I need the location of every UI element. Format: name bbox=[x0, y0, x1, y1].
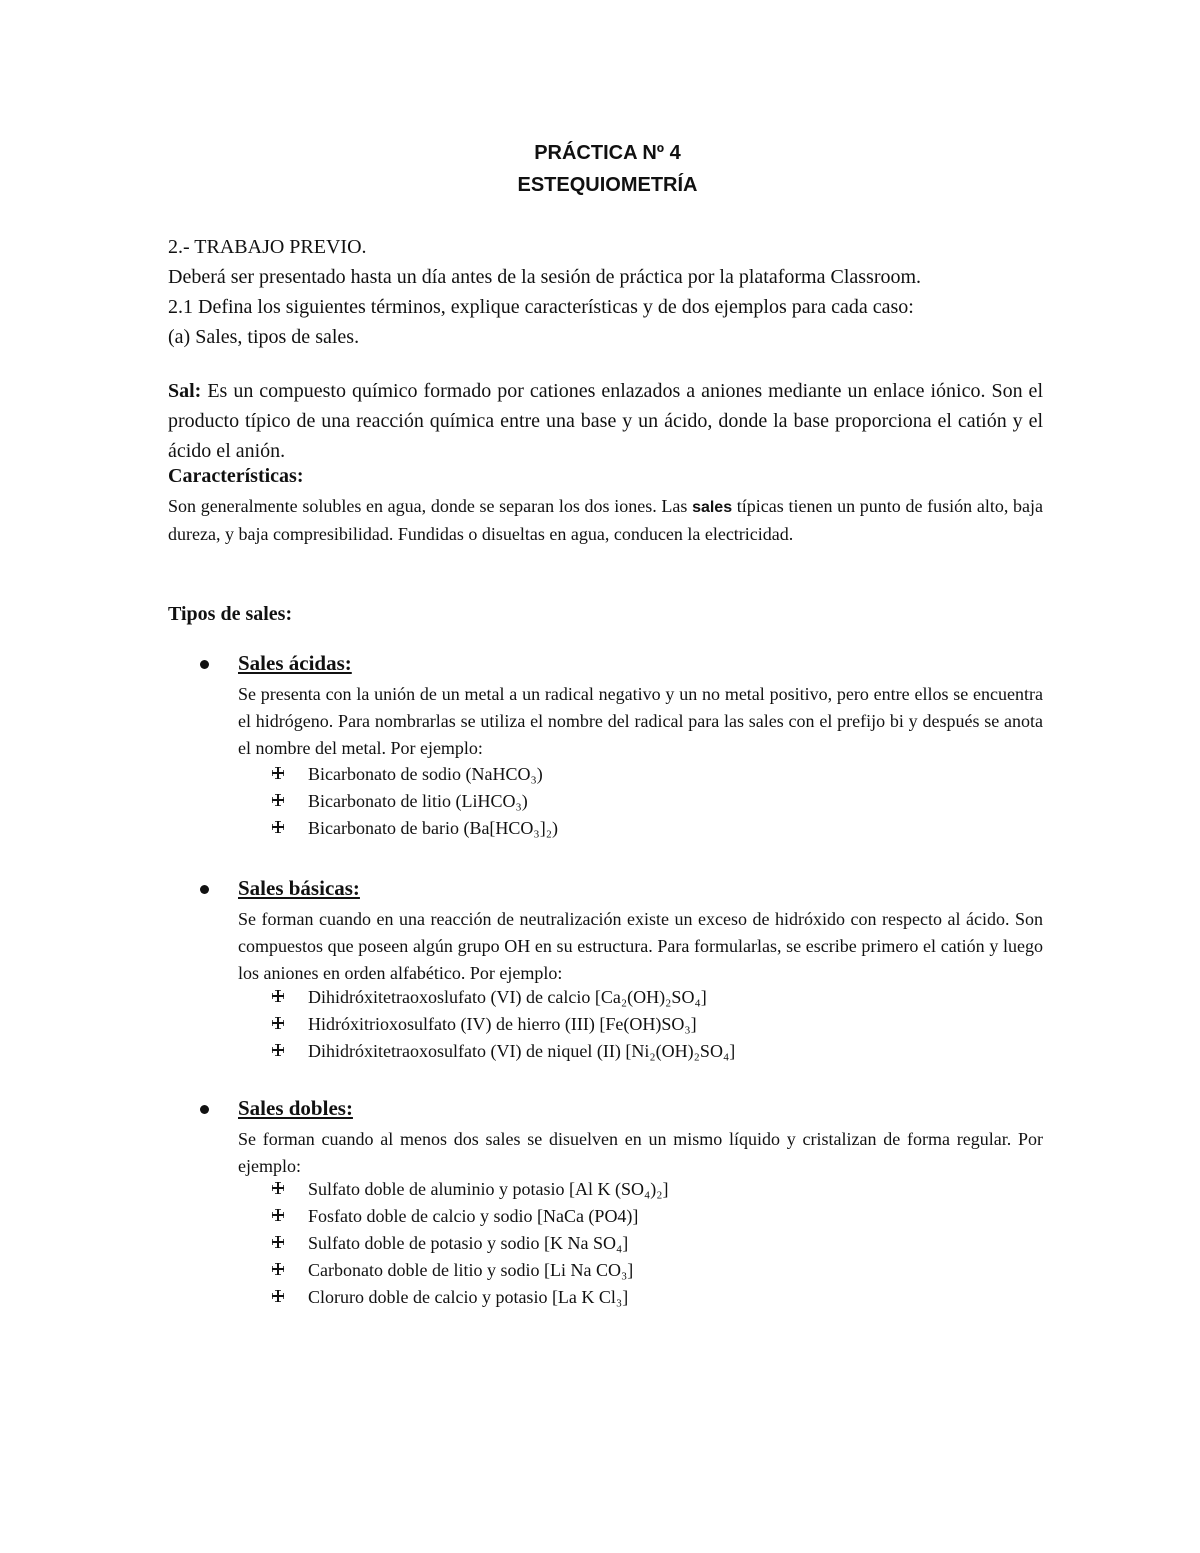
example-text: Fosfato doble de calcio y sodio [NaCa (PO4)] bbox=[308, 1206, 639, 1226]
example-text: Bicarbonato de litio (LiHCO₃) bbox=[308, 791, 528, 811]
cross-bullet-icon bbox=[272, 1284, 284, 1312]
document-title: PRÁCTICA Nº 4 bbox=[534, 142, 681, 164]
cross-bullet-icon bbox=[272, 1257, 284, 1285]
intro-heading: 2.- TRABAJO PREVIO. bbox=[168, 236, 367, 258]
list-item bbox=[272, 1230, 669, 1257]
example-text: Dihidróxitetraoxoslufato (VI) de calcio [Ca₂(OH)₂SO₄] bbox=[308, 987, 707, 1007]
list-item bbox=[272, 1011, 735, 1038]
caracteristicas-keyword: sales bbox=[692, 499, 733, 516]
caracteristicas-text-a: Son generalmente solubles en agua, donde se separan los dos iones. Las bbox=[168, 496, 693, 516]
list-item bbox=[272, 815, 558, 842]
cross-bullet-icon bbox=[272, 1011, 284, 1039]
intro-question: 2.1 Defina los siguientes términos, explique características y de dos ejemplos para cada caso: bbox=[168, 296, 914, 318]
section-title: Sales dobles: bbox=[238, 1096, 353, 1120]
example-text: Sulfato doble de aluminio y potasio [Al K (SO₄)₂] bbox=[308, 1179, 669, 1199]
example-text: Cloruro doble de calcio y potasio [La K Cl₃] bbox=[308, 1287, 629, 1307]
example-text: Sulfato doble de potasio y sodio [K Na SO₄] bbox=[308, 1233, 629, 1253]
document-subtitle: ESTEQUIOMETRÍA bbox=[517, 174, 698, 196]
intro-instruction: Deberá ser presentado hasta un día antes de la sesión de práctica por la plataforma Classroom. bbox=[168, 266, 922, 288]
cross-bullet-icon bbox=[272, 761, 284, 789]
list-item bbox=[272, 1203, 669, 1230]
section-description: Se forman cuando en una reacción de neutralización existe un exceso de hidróxido con respecto al ácido. Son compuestos que poseen algún grupo OH en su estructura. Para formularlas, se escribe primero el catión y luego los aniones en orden alfabético. Por ejemplo: bbox=[238, 909, 1043, 983]
list-item bbox=[272, 1257, 669, 1284]
examples-list bbox=[272, 984, 735, 1065]
cross-bullet-icon bbox=[272, 1203, 284, 1231]
sal-text: Es un compuesto químico formado por cationes enlazados a aniones mediante un enlace iónico. Son el producto típico de una reacción química entre una base y un ácido, donde la base proporciona el catión y el ácido el anión. bbox=[168, 380, 1043, 462]
list-item bbox=[272, 1176, 669, 1203]
sal-term: Sal: bbox=[168, 380, 202, 402]
list-item bbox=[272, 984, 735, 1011]
bullet-icon bbox=[200, 885, 209, 894]
examples-list bbox=[272, 761, 558, 842]
intro-item: (a) Sales, tipos de sales. bbox=[168, 326, 360, 348]
cross-bullet-icon bbox=[272, 1038, 284, 1066]
bullet-icon bbox=[200, 1105, 209, 1114]
intro-block bbox=[168, 232, 1048, 352]
cross-bullet-icon bbox=[272, 984, 284, 1012]
caracteristicas-text-b: típicas tienen un punto de fusión alto, baja dureza, y baja compresibilidad. Fundidas o disueltas en agua, conducen la electricidad. bbox=[168, 496, 1043, 544]
section-description: Se presenta con la unión de un metal a un radical negativo y un no metal positivo, pero entre ellos se encuentra el hidrógeno. Para nombrarlas se utiliza el nombre del radical para las sales con el prefijo bi y después se anota el nombre del metal. Por ejemplo: bbox=[238, 684, 1043, 758]
example-text: Carbonato doble de litio y sodio [Li Na CO₃] bbox=[308, 1260, 634, 1280]
section-title: Sales básicas: bbox=[238, 876, 360, 900]
cross-bullet-icon bbox=[272, 1176, 284, 1204]
cross-bullet-icon bbox=[272, 1230, 284, 1258]
cross-bullet-icon bbox=[272, 788, 284, 816]
tipos-heading: Tipos de sales: bbox=[168, 603, 293, 625]
list-item bbox=[272, 1038, 735, 1065]
list-item bbox=[272, 788, 558, 815]
examples-list bbox=[272, 1176, 669, 1311]
example-text: Hidróxitrioxosulfato (IV) de hierro (III) [Fe(OH)SO₃] bbox=[308, 1014, 697, 1034]
example-text: Bicarbonato de sodio (NaHCO₃) bbox=[308, 764, 543, 784]
sal-definition bbox=[168, 376, 1043, 466]
section-description: Se forman cuando al menos dos sales se disuelven en un mismo líquido y cristalizan de forma regular. Por ejemplo: bbox=[238, 1129, 1043, 1176]
list-item bbox=[272, 761, 558, 788]
section-title: Sales ácidas: bbox=[238, 651, 352, 675]
caracteristicas-heading: Características: bbox=[168, 465, 304, 487]
example-text: Bicarbonato de bario (Ba[HCO₃]₂) bbox=[308, 818, 558, 838]
list-item bbox=[272, 1284, 669, 1311]
cross-bullet-icon bbox=[272, 815, 284, 843]
caracteristicas-text bbox=[168, 493, 1043, 548]
example-text: Dihidróxitetraoxosulfato (VI) de niquel (II) [Ni₂(OH)₂SO₄] bbox=[308, 1041, 736, 1061]
bullet-icon bbox=[200, 660, 209, 669]
